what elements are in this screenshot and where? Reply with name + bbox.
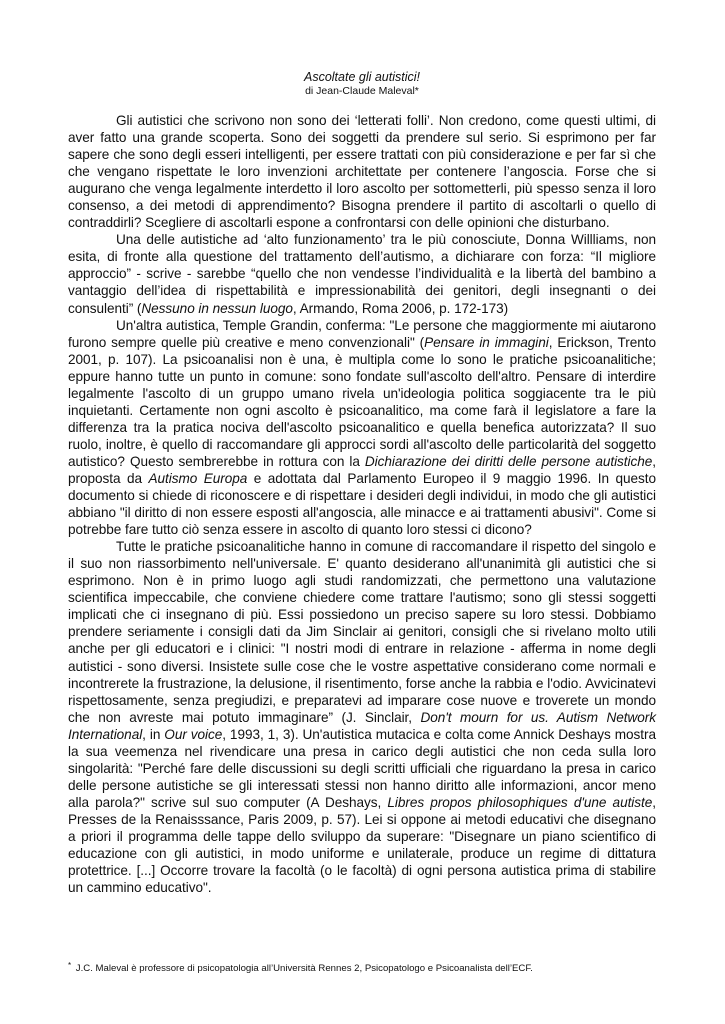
paragraph-text: , proposta da [68,453,657,486]
paragraph-text: Gli autistici che scrivono non sono dei ‘letterati folli’. Non credono, come questi ultimi, di aver fatto una grande scoperta. Sono dei soggetti da prendere sul serio. Si esprimono per far sapere che sono degli esseri intelligenti, per essere trattati con più considerazione e per far sì che che vengano rispettate le loro invenzioni architettate per contenere l’angoscia. Forse che si augurano che venga legalmente interdetto il loro ascolto per sottometterli, più spesso senza il loro consenso, a dei metodi di apprendimento? Bisogna prendere il partito di ascoltarli o quello di contraddirli? Scegliere di ascoltarli espone a confrontarsi con delle opinioni che disturbano. [68,113,656,231]
paragraph-text: , Erickson, Trento 2001, p. 107). La psicoanalisi non è una, è multipla come lo sono le pratiche psicoanalitiche; eppure hanno tutte un punto in comune: sono fondate sull'ascolto dell'altro. Pensare di interdire legalmente l'ascolto di un gruppo umano rivela un'ideologia politica soggiacente tra le più inquietanti. Certamente non ogni ascolto è psicoanalitico, ma come farà il legislatore a fare la differenza tra la pratica nociva dell'ascolto psicoanalitico e quella benefica autorizzata? Il suo ruolo, inoltre, è quello di raccomandare gli approcci sordi all'ascolto delle particolarità del soggetto autistico? Questo sembrerebbe in rottura con la [68,334,656,469]
footnote [68,960,668,975]
italic-citation: Autismo Europa [148,470,248,486]
italic-citation: Don't mourn for us. Autism Network International [68,709,656,742]
paragraph-text: Tutte le pratiche psicoanalitiche hanno in comune di raccomandare il rispetto del singolo e il suo non riassorbimento nell'universale. E' quanto desiderano all'unanimità gli autistici che si esprimono. Non è in primo luogo agli studi randomizzati, che permettono una valutazione scientifica impeccabile, che conviene chiedere come trattare l'autismo; sono gli stessi soggetti implicati che ci insegnano di più. Essi possiedono un preciso sapere su loro stessi. Dobbiamo prendere seriamente i consigli dati da Jim Sinclair ai genitori, consigli che si rivelano molto utili anche per gli educatori e i clinici: "I nostri modi di entrare in relazione - afferma in nome degli autistici - sono diversi. Insistete sulle cose che le vostre aspettative considerano come normali e incontrerete la frustrazione, la delusione, il risentimento, forse anche la rabbia e l'odio. Avvicinatevi rispettosamente, senza pregiudizi, e preparatevi ad imparare cose nuove e troverete un mondo che non avreste mai potuto immaginare” (J. Sinclair, [68,539,656,725]
paragraph [68,231,656,316]
paragraph [68,317,656,539]
italic-citation: Our voice [164,726,223,742]
paragraph-text: Una delle autistiche ad ‘alto funzionamento’ tra le più conosciute, Donna Willliams, non esita, di fronte alla questione del trattamento dell’autismo, a dichiarare con forza: “Il migliore approccio” - scrive - sarebbe “quello che non vendesse l’individualità e la libertà del bambino a vantaggio dell’idea di rispettabilità e impressionabilità dei genitori, degli insegnanti o dei consulenti” ( [68,232,656,316]
paragraph-text: , 1993, 1, 3). Un'autistica mutacica e colta come Annick Deshays mostra la sua veemenza nel rivendicare una presa in carico degli autistici che non ceda sulla loro singolarità: "Perché fare delle discussioni su degli scritti ufficiali che riguardano la presa in carico delle persone autistiche se gli interessati stessi non hanno diritto alle informazioni, ancor meno alla parola?" scrive sul suo computer (A Deshays, [68,726,656,810]
paragraph-text: , Presses de la Renaisssance, Paris 2009, p. 57). Lei si oppone ai metodi educativi che disegnano a priori il programma delle tappe dello sviluppo da superare: "Disegnare un piano scientifico di educazione con gli autistici, in modo uniforme e unilaterale, produce un regime di dittatura protettrice. [...] Occorre trovare la facoltà (o le facoltà) di ogni persona autistica prima di stabilire un cammino educativo". [68,794,656,896]
paragraph-text: Un'altra autistica, Temple Grandin, conferma: "Le persone che maggiormente mi aiutarono furono sempre quelle più creative e meno convenzionali" ( [68,317,656,350]
paragraph-text: e adottata dal Parlamento Europeo il 9 maggio 1996. In questo documento si chiede di riconoscere e di rispettare i desideri degli individui, in modo che gli autistici abbiano "il diritto di non essere esposti all'angoscia, alle minacce e ai trattamenti abusivi". Come si potrebbe fare tutto ciò senza essere in ascolto di quanto loro stessi ci dicono? [68,470,656,538]
author-byline: di Jean-Claude Maleval* [305,85,419,97]
italic-citation: Nessuno in nessun luogo [141,300,293,316]
document-body [68,112,656,896]
paragraph-text: , in [142,726,165,742]
document-title: Ascoltate gli autistici! [303,70,421,84]
italic-citation: Libres propos philosophiques d'une autiste [387,794,653,810]
paragraph [68,538,656,896]
italic-citation: Pensare in immagini [424,334,549,350]
paragraph-text: , Armando, Roma 2006, p. 172-173) [292,300,509,316]
footnote-text: J.C. Maleval è professore di psicopatologia all’Università Rennes 2, Psicopatologo e Psicoanalista dell’ECF. [75,963,533,974]
footnote-marker: * [68,961,72,970]
italic-citation: Dichiarazione dei diritti delle persone autistiche [364,453,653,469]
document-page [68,70,656,896]
paragraph [68,112,656,231]
